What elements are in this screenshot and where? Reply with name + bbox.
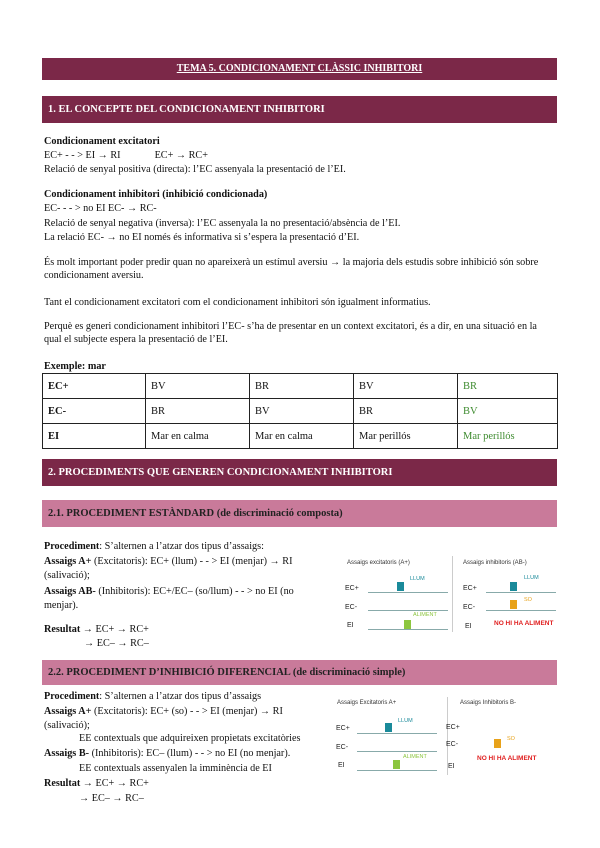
excitatory-line-2: Relació de senyal positiva (directa): l’EC assenyala la presentació de l’EI. <box>44 164 346 175</box>
table-cell: BV <box>354 374 458 399</box>
table-cell: Mar en calma <box>146 424 250 449</box>
page-title: TEMA 5. CONDICIONAMENT CLÀSSIC INHIBITORI <box>176 63 423 74</box>
diagram-label: EC- <box>336 744 349 751</box>
stimulus-tag: SO <box>524 597 532 603</box>
subsection-21-heading: 2.1. PROCEDIMENT ESTÀNDARD (de discriminació composta) <box>48 508 343 519</box>
timeline <box>357 770 437 771</box>
diagram-label: EC- <box>345 604 358 611</box>
section-2-heading-bar <box>42 459 557 486</box>
inhibitory-title: Condicionament inhibitori (inhibició condicionada) <box>44 189 268 200</box>
subsection-22-heading: 2.2. PROCEDIMENT D’INHIBICIÓ DIFERENCIAL (de discriminació simple) <box>48 667 406 678</box>
timeline <box>368 610 448 611</box>
table-row <box>43 374 558 399</box>
table-cell: Mar perillós <box>354 424 458 449</box>
section-2-heading: 2. PROCEDIMENTS QUE GENEREN CONDICIONAMENT INHIBITORI <box>48 467 393 478</box>
s21-result-2: → EC– → RC– <box>84 638 149 649</box>
subsection-21-heading-bar <box>42 500 557 527</box>
stimulus-tag: ALIMENT <box>403 754 427 760</box>
page-title-bar <box>42 58 557 80</box>
s21-assaig-ab: Assaigs AB- (Inhibitoris): EC+/EC– (so/llum) - - > no EI (no <box>44 586 294 597</box>
table-cell: BV <box>250 399 354 424</box>
stimulus-tag: LLUM <box>398 718 413 724</box>
s21-assaig-ab-2: menjar). <box>44 600 79 611</box>
diagram-title: Assaigs Excitatoris A+ <box>337 700 397 706</box>
timeline <box>357 751 437 752</box>
excitatory-title: Condicionament excitatori <box>44 136 160 147</box>
so-stimulus <box>494 739 501 748</box>
llum-stimulus <box>397 582 404 591</box>
stimulus-tag: LLUM <box>410 576 425 582</box>
diagram-title: Assaigs Inhibitoris B- <box>460 700 517 706</box>
stimulus-tag: SO <box>507 736 515 742</box>
table-cell: BR <box>354 399 458 424</box>
table-cell: BR <box>250 374 354 399</box>
table-cell: BR <box>146 399 250 424</box>
table-row <box>43 399 558 424</box>
section-1-heading-bar <box>42 96 557 123</box>
inhibitory-line-2: Relació de senyal negativa (inversa): l’EC assenyala la no presentació/absència de l’EI. <box>44 218 401 229</box>
table-cell: BV <box>458 399 558 424</box>
aliment-stimulus <box>393 760 400 769</box>
section-1-heading: 1. EL CONCEPTE DEL CONDICIONAMENT INHIBITORI <box>48 104 325 115</box>
paragraph-3: Perquè es generi condicionament inhibitori l’EC- s’ha de presentar en un context excitatori, és a dir, en una situació en la qual el subjecte espera la presentació de l’EI. <box>44 321 537 345</box>
table-cell: EI <box>43 424 146 449</box>
diagram-label: EC+ <box>336 725 350 732</box>
table-cell: EC- <box>43 399 146 424</box>
example-table <box>42 373 558 449</box>
inhibitory-line-3: La relació EC- → no EI només és informativa si s’espera la presentació d’EI. <box>44 232 360 243</box>
diagram-label: EC- <box>446 741 459 748</box>
timeline <box>357 733 437 734</box>
table-cell: Mar en calma <box>250 424 354 449</box>
diagram-label: EI <box>448 763 455 770</box>
diagram-label: EC+ <box>446 724 460 731</box>
s21-assaig-a: Assaigs A+ (Excitatoris): EC+ (llum) - - > EI (menjar) → RI <box>44 556 293 567</box>
s22-assaig-b: Assaigs B- (Inhibitoris): EC– (llum) - - > no EI (no menjar). <box>44 748 291 759</box>
no-aliment-tag: NO HI HA ALIMENT <box>477 755 537 762</box>
divider <box>452 556 453 632</box>
example-title: Exemple: mar <box>44 361 106 372</box>
s22-procedure: Procediment: S’alternen a l’atzar dos tipus d’assaigs <box>44 691 262 702</box>
diagram-label: EI <box>338 762 345 769</box>
excitatory-line-1: EC+ - - > EI → RI EC+ → RC+ <box>44 150 208 161</box>
s22-result-1: Resultat → EC+ → RC+ <box>44 778 149 789</box>
llum-stimulus <box>510 582 517 591</box>
table-cell: Mar perillós <box>458 424 558 449</box>
diagram-title: Assaigs inhibitoris (AB-) <box>463 560 527 566</box>
table-cell: EC+ <box>43 374 146 399</box>
s22-assaig-a: Assaigs A+ (Excitatoris): EC+ (so) - - > EI (menjar) → RI <box>44 706 283 717</box>
diagram-title: Assaigs excitatoris (A+) <box>347 560 410 566</box>
s21-assaig-a-2: (salivació); <box>44 570 90 581</box>
s21-result-1: Resultat → EC+ → RC+ <box>44 624 149 635</box>
paragraph-1: És molt important poder predir quan no apareixerà un estímul aversiu → la majoria dels estudis sobre inhibició són sobre condicionament aversiu. <box>44 257 539 281</box>
timeline <box>486 610 556 611</box>
no-aliment-tag: NO HI HA ALIMENT <box>494 620 554 627</box>
stimulus-tag: LLUM <box>524 575 539 581</box>
s22-assaig-a-2: (salivació); <box>44 720 90 731</box>
diagram-label: EC+ <box>345 585 359 592</box>
timeline <box>486 592 556 593</box>
subsection-22-heading-bar <box>42 660 557 685</box>
stimulus-tag: ALIMENT <box>413 612 437 618</box>
table-cell: BR <box>458 374 558 399</box>
aliment-stimulus <box>404 620 411 629</box>
s21-procedure: Procediment: S’alternen a l’atzar dos tipus d’assaigs: <box>44 541 264 552</box>
llum-stimulus <box>385 723 392 732</box>
so-stimulus <box>510 600 517 609</box>
paragraph-2: Tant el condicionament excitatori com el condicionament inhibitori són igualment informatius. <box>44 297 431 308</box>
table-row <box>43 424 558 449</box>
table-cell: BV <box>146 374 250 399</box>
inhibitory-line-1: EC- - - > no EI EC- → RC- <box>44 203 157 214</box>
s22-note-b: EE contextuals assenyalen la imminència de EI <box>79 763 272 774</box>
diagram-label: EC- <box>463 604 476 611</box>
diagram-label: EI <box>347 622 354 629</box>
s22-result-2: → EC– → RC– <box>79 793 144 804</box>
diagram-label: EI <box>465 623 472 630</box>
timeline <box>368 592 448 593</box>
diagram-label: EC+ <box>463 585 477 592</box>
s22-note-a: EE contextuals que adquireixen propietats excitatòries <box>79 733 301 744</box>
timeline <box>368 629 448 630</box>
